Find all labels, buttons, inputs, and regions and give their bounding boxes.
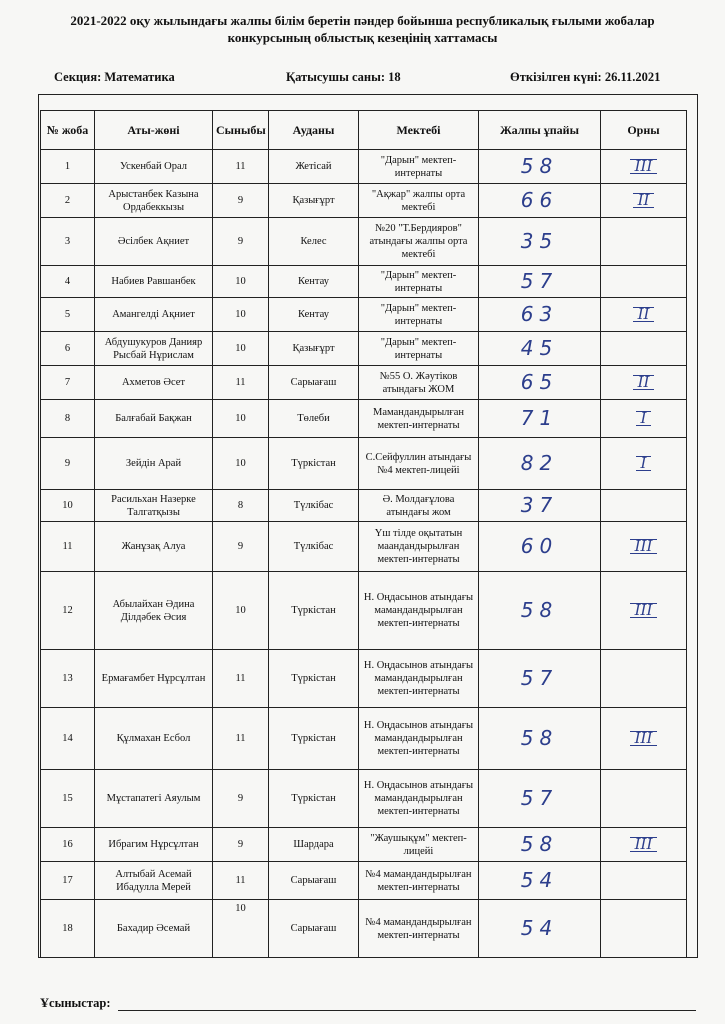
- place: [601, 650, 687, 708]
- place-mark: III: [630, 539, 658, 554]
- district: Түркістан: [269, 572, 359, 650]
- table-row: [41, 366, 687, 400]
- total-score: 82: [479, 438, 601, 490]
- table-row: [41, 218, 687, 266]
- school: №4 мамандандырылған мектеп-интернаты: [359, 862, 479, 900]
- table-row: [41, 184, 687, 218]
- place-mark: I: [636, 456, 652, 471]
- school: №20 "Т.Бердияров" атындағы жалпы орта мектебі: [359, 218, 479, 266]
- column-header: Ауданы: [269, 111, 359, 150]
- table-row: [41, 490, 687, 522]
- row-number: 8: [41, 400, 95, 438]
- grade: 10: [213, 572, 269, 650]
- school: Н. Оңдасынов атындағы мамандандырылған мектеп-интернаты: [359, 650, 479, 708]
- school: Мамандандырылған мектеп-интернаты: [359, 400, 479, 438]
- district: Қазығұрт: [269, 332, 359, 366]
- table-row: [41, 332, 687, 366]
- table-header-row: [41, 111, 687, 150]
- grade: 9: [213, 184, 269, 218]
- place: [601, 366, 687, 400]
- student-name: Балғабай Бақжан: [95, 400, 213, 438]
- student-name: Ускенбай Орал: [95, 150, 213, 184]
- table-row: [41, 150, 687, 184]
- place-mark: III: [630, 603, 658, 618]
- row-number: 9: [41, 438, 95, 490]
- place-mark: II: [633, 375, 655, 390]
- row-number: 10: [41, 490, 95, 522]
- place: [601, 218, 687, 266]
- grade: 9: [213, 218, 269, 266]
- table-row: [41, 900, 687, 958]
- student-name: Әсілбек Ақниет: [95, 218, 213, 266]
- grade: 10: [213, 400, 269, 438]
- school: "Дарын" мектеп-интернаты: [359, 150, 479, 184]
- row-number: 4: [41, 266, 95, 298]
- grade: 11: [213, 366, 269, 400]
- total-score: 58: [479, 708, 601, 770]
- student-name: Ермағамбет Нұрсұлтан: [95, 650, 213, 708]
- total-score: 35: [479, 218, 601, 266]
- district: Түркістан: [269, 770, 359, 828]
- place: [601, 522, 687, 572]
- student-name: Жанұзақ Алуа: [95, 522, 213, 572]
- district: Сарыағаш: [269, 366, 359, 400]
- row-number: 1: [41, 150, 95, 184]
- document-title: 2021-2022 оқу жылындағы жалпы білім беретін пәндер бойынша республикалық ғылыми жобалар конкурсының облыстық кезеңінің хаттамасы: [70, 13, 655, 45]
- district: Қазығұрт: [269, 184, 359, 218]
- student-name: Арыстанбек Казына Ордабеккызы: [95, 184, 213, 218]
- place: [601, 572, 687, 650]
- grade: 11: [213, 150, 269, 184]
- total-score: 57: [479, 266, 601, 298]
- place: [601, 900, 687, 958]
- participant-count: Қатысушы саны: 18: [286, 70, 401, 84]
- grade: 10: [213, 298, 269, 332]
- student-name: Мұстапатегі Аяулым: [95, 770, 213, 828]
- school: №55 О. Жәутіков атындағы ЖОМ: [359, 366, 479, 400]
- table-row: [41, 298, 687, 332]
- place-mark: III: [630, 731, 658, 746]
- student-name: Алтыбай Асемай Ибадулла Мерей: [95, 862, 213, 900]
- total-score: 60: [479, 522, 601, 572]
- row-number: 2: [41, 184, 95, 218]
- total-score: 63: [479, 298, 601, 332]
- district: Кентау: [269, 266, 359, 298]
- row-number: 16: [41, 828, 95, 862]
- row-number: 15: [41, 770, 95, 828]
- grade: 10: [213, 438, 269, 490]
- student-name: Ибрагим Нұрсұлтан: [95, 828, 213, 862]
- total-score: 37: [479, 490, 601, 522]
- place: [601, 332, 687, 366]
- total-score: 54: [479, 900, 601, 958]
- column-header: Мектебі: [359, 111, 479, 150]
- column-header: Сыныбы: [213, 111, 269, 150]
- section-label: Секция: Математика: [54, 70, 175, 84]
- row-number: 6: [41, 332, 95, 366]
- district: Түркістан: [269, 650, 359, 708]
- student-name: Зейдін Арай: [95, 438, 213, 490]
- school: "Жаушықұм" мектеп-лицейі: [359, 828, 479, 862]
- table-row: [41, 266, 687, 298]
- grade: 10: [213, 332, 269, 366]
- total-score: 58: [479, 828, 601, 862]
- district: Түлкібас: [269, 522, 359, 572]
- place: [601, 770, 687, 828]
- district: Шардара: [269, 828, 359, 862]
- grade: 10: [213, 266, 269, 298]
- column-header: № жоба: [41, 111, 95, 150]
- student-name: Расильхан Назерке Талгатқызы: [95, 490, 213, 522]
- table-row: [41, 438, 687, 490]
- total-score: 57: [479, 650, 601, 708]
- grade: 11: [213, 650, 269, 708]
- row-number: 3: [41, 218, 95, 266]
- school: "Дарын" мектеп-интернаты: [359, 298, 479, 332]
- table-row: [41, 770, 687, 828]
- recommendations-line: [118, 1010, 696, 1011]
- row-number: 13: [41, 650, 95, 708]
- column-header: Жалпы ұпайы: [479, 111, 601, 150]
- column-header: Аты-жөні: [95, 111, 213, 150]
- total-score: 54: [479, 862, 601, 900]
- district: Кентау: [269, 298, 359, 332]
- grade: 9: [213, 828, 269, 862]
- table-row: [41, 400, 687, 438]
- school: "Ақжар" жалпы орта мектебі: [359, 184, 479, 218]
- column-header: Орны: [601, 111, 687, 150]
- grade: 10: [213, 900, 269, 958]
- results-table: [40, 110, 687, 958]
- recommendations-label: Ұсыныстар:: [40, 996, 111, 1010]
- student-name: Ахметов Әсет: [95, 366, 213, 400]
- school: С.Сейфуллин атындағы №4 мектеп-лицейі: [359, 438, 479, 490]
- school: Үш тілде оқытатын маандандырылған мектеп-интернаты: [359, 522, 479, 572]
- row-number: 7: [41, 366, 95, 400]
- district: Түлкібас: [269, 490, 359, 522]
- place: [601, 828, 687, 862]
- district: Түркістан: [269, 708, 359, 770]
- place: [601, 184, 687, 218]
- school: Н. Оңдасынов атындағы мамандандырылған мектеп-интернаты: [359, 770, 479, 828]
- place: [601, 298, 687, 332]
- place: [601, 266, 687, 298]
- total-score: 57: [479, 770, 601, 828]
- place: [601, 400, 687, 438]
- place: [601, 490, 687, 522]
- place: [601, 862, 687, 900]
- grade: 9: [213, 770, 269, 828]
- district: Түркістан: [269, 438, 359, 490]
- total-score: 66: [479, 184, 601, 218]
- school: №4 мамандандырылған мектеп-интернаты: [359, 900, 479, 958]
- row-number: 11: [41, 522, 95, 572]
- total-score: 45: [479, 332, 601, 366]
- row-number: 17: [41, 862, 95, 900]
- table-row: [41, 522, 687, 572]
- table-row: [41, 708, 687, 770]
- student-name: Абдушукуров Данияр Рысбай Нұрислам: [95, 332, 213, 366]
- place-mark: III: [630, 159, 658, 174]
- place-mark: I: [636, 411, 652, 426]
- place: [601, 708, 687, 770]
- district: Сарыағаш: [269, 862, 359, 900]
- table-row: [41, 862, 687, 900]
- place-mark: II: [633, 193, 655, 208]
- school: "Дарын" мектеп-интернаты: [359, 332, 479, 366]
- total-score: 58: [479, 150, 601, 184]
- district: Жетісай: [269, 150, 359, 184]
- district: Сарыағаш: [269, 900, 359, 958]
- student-name: Набиев Равшанбек: [95, 266, 213, 298]
- student-name: Бахадир Әсемай: [95, 900, 213, 958]
- total-score: 65: [479, 366, 601, 400]
- school: Н. Оңдасынов атындағы мамандандырылған мектеп-интернаты: [359, 708, 479, 770]
- student-name: Құлмахан Есбол: [95, 708, 213, 770]
- place-mark: II: [633, 307, 655, 322]
- student-name: Абылайхан Әдина Ділдәбек Әсия: [95, 572, 213, 650]
- school: Н. Оңдасынов атындағы мамандандырылған мектеп-интернаты: [359, 572, 479, 650]
- place-mark: III: [630, 837, 658, 852]
- place: [601, 150, 687, 184]
- grade: 11: [213, 708, 269, 770]
- total-score: 58: [479, 572, 601, 650]
- event-date: Өткізілген күні: 26.11.2021: [510, 70, 661, 84]
- district: Келес: [269, 218, 359, 266]
- grade: 8: [213, 490, 269, 522]
- total-score: 71: [479, 400, 601, 438]
- student-name: Амангелді Ақниет: [95, 298, 213, 332]
- district: Төлеби: [269, 400, 359, 438]
- row-number: 5: [41, 298, 95, 332]
- table-row: [41, 828, 687, 862]
- table-row: [41, 572, 687, 650]
- table-row: [41, 650, 687, 708]
- grade: 11: [213, 862, 269, 900]
- grade: 9: [213, 522, 269, 572]
- place: [601, 438, 687, 490]
- school: Ә. Молдағұлова атындағы жом: [359, 490, 479, 522]
- row-number: 18: [41, 900, 95, 958]
- row-number: 12: [41, 572, 95, 650]
- row-number: 14: [41, 708, 95, 770]
- school: "Дарын" мектеп-интернаты: [359, 266, 479, 298]
